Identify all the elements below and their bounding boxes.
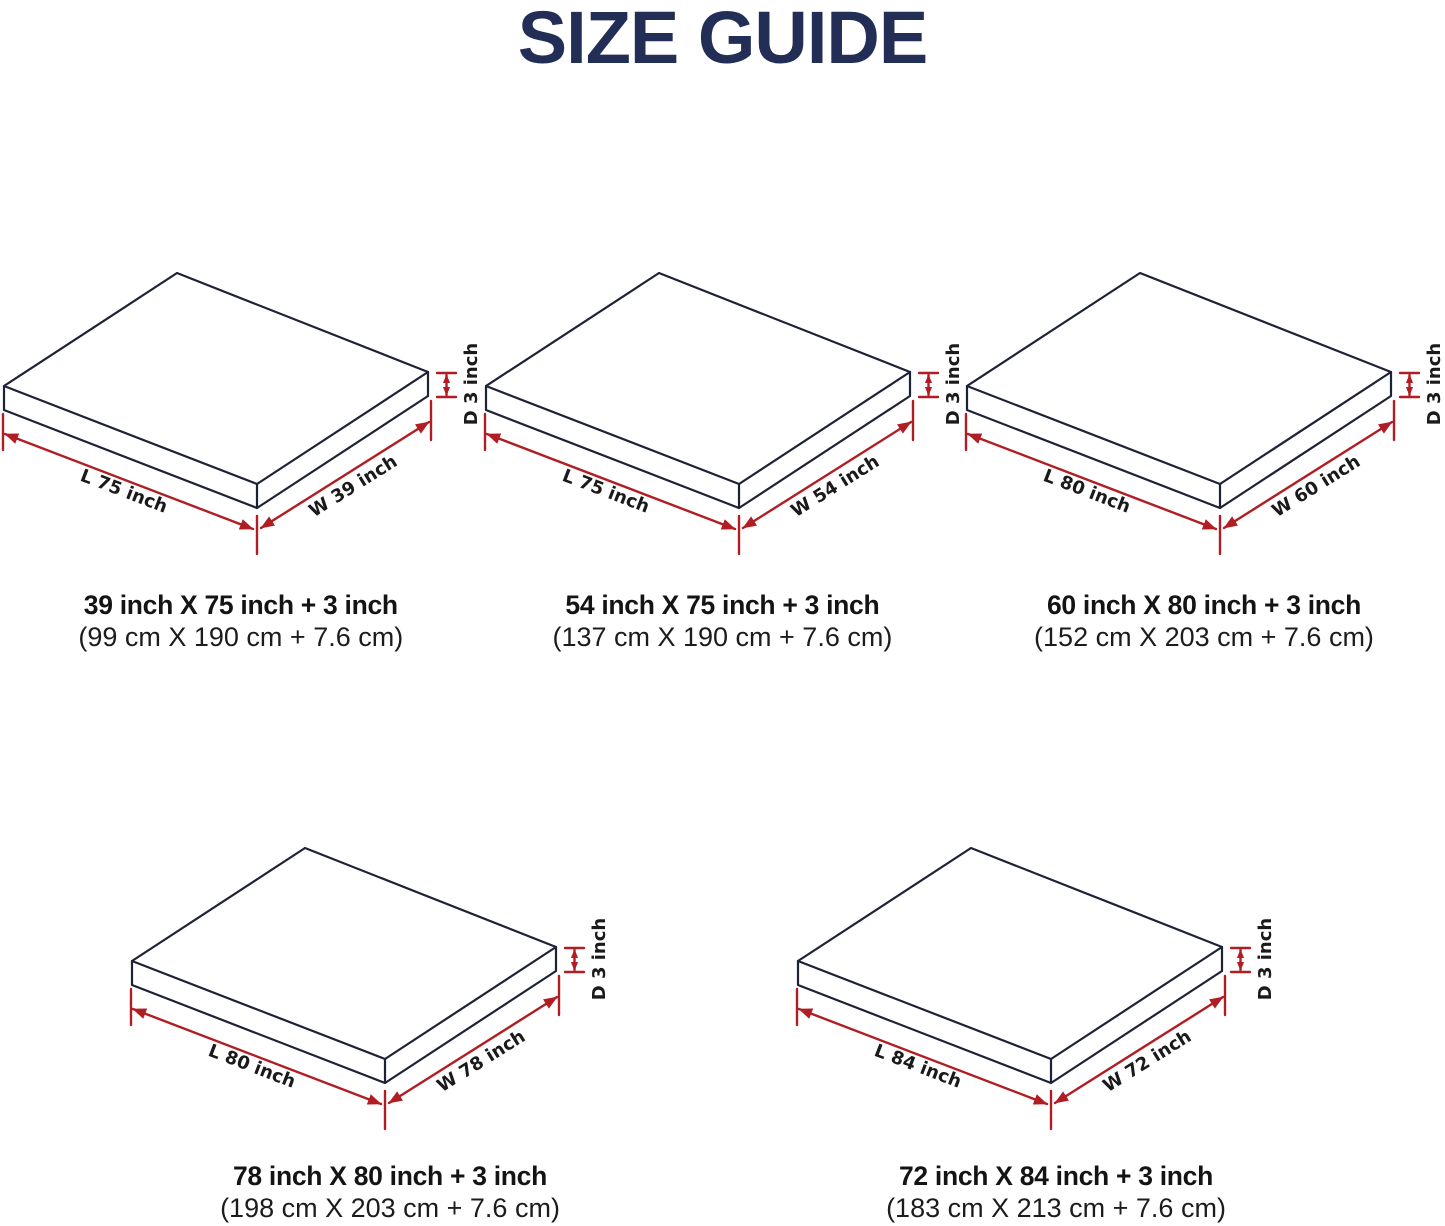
- mattress-illustration: [963, 250, 1445, 595]
- depth-dimension-label: D 3 inch: [461, 342, 482, 426]
- mattress-illustration: [482, 250, 982, 595]
- diagram-54x75: [482, 250, 964, 653]
- size-caption: [806, 1160, 1306, 1224]
- size-in-inches: 54 inch X 75 inch + 3 inch: [565, 590, 880, 620]
- size-in-inches: 78 inch X 80 inch + 3 inch: [232, 1161, 547, 1191]
- size-caption: [0, 589, 482, 653]
- width-dimension-label: W 60 inch: [1268, 451, 1365, 522]
- size-in-cm: (198 cm X 203 cm + 7.6 cm): [220, 1193, 560, 1223]
- depth-dimension-label: D 3 inch: [1424, 342, 1445, 426]
- size-caption: [482, 589, 964, 653]
- size-in-inches: 39 inch X 75 inch + 3 inch: [83, 590, 398, 620]
- length-dimension-label: L 84 inch: [871, 1040, 965, 1093]
- diagram-72x84: [794, 825, 1294, 1224]
- width-dimension-label: W 78 inch: [433, 1026, 530, 1097]
- length-dimension-label: L 75 inch: [77, 465, 171, 518]
- diagram-39x75: [0, 250, 482, 653]
- size-in-cm: (152 cm X 203 cm + 7.6 cm): [1034, 622, 1374, 652]
- depth-dimension-label: D 3 inch: [942, 342, 964, 426]
- mattress-illustration: [128, 825, 628, 1170]
- size-in-cm: (183 cm X 213 cm + 7.6 cm): [886, 1193, 1226, 1223]
- diagram-78x80: [128, 825, 628, 1224]
- size-caption: [963, 589, 1445, 653]
- length-dimension-label: L 80 inch: [205, 1040, 299, 1093]
- size-guide-row-top: [0, 250, 1445, 653]
- mattress-illustration: [794, 825, 1294, 1170]
- size-caption: [140, 1160, 640, 1224]
- size-in-cm: (99 cm X 190 cm + 7.6 cm): [78, 622, 404, 652]
- width-dimension-label: W 39 inch: [305, 451, 402, 522]
- mattress-illustration: [0, 250, 500, 595]
- depth-dimension-label: D 3 inch: [1255, 917, 1276, 1001]
- width-dimension-label: W 72 inch: [1099, 1026, 1196, 1097]
- length-dimension-label: L 80 inch: [1040, 465, 1134, 518]
- width-dimension-label: W 54 inch: [786, 451, 883, 522]
- depth-dimension-label: D 3 inch: [589, 917, 610, 1001]
- size-in-inches: 72 inch X 84 inch + 3 inch: [898, 1161, 1213, 1191]
- page-title: SIZE GUIDE: [517, 0, 928, 79]
- diagram-60x80: [963, 250, 1445, 653]
- length-dimension-label: L 75 inch: [558, 465, 652, 518]
- size-guide-row-bottom: [0, 825, 1445, 1224]
- size-in-inches: 60 inch X 80 inch + 3 inch: [1046, 590, 1361, 620]
- size-in-cm: (137 cm X 190 cm + 7.6 cm): [552, 622, 893, 652]
